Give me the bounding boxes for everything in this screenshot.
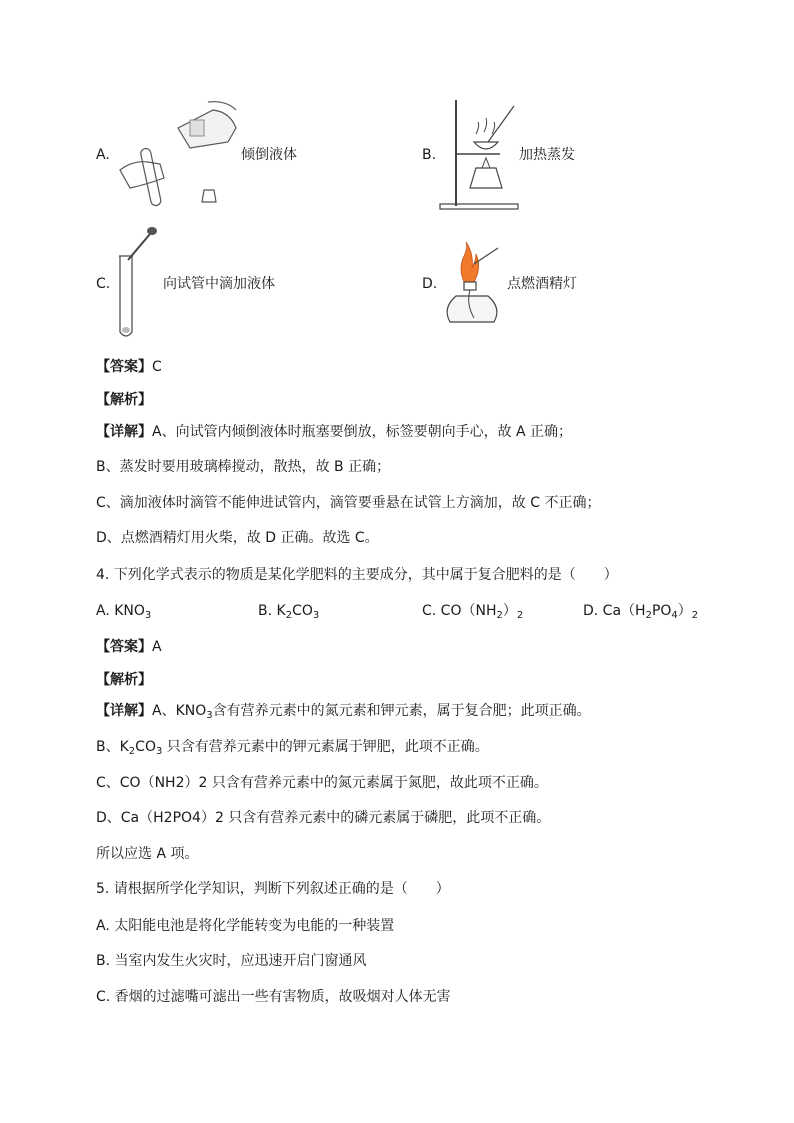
detail-text: A、向试管内倾倒液体时瓶塞要倒放，标签要朝向手心，故 A 正确； xyxy=(152,424,573,440)
option-b-label: 加热蒸发 xyxy=(519,147,575,163)
q4-answer xyxy=(96,638,162,656)
q3-detail-line-d: D、点燃酒精灯用火柴，故 D 正确。故选 C。 xyxy=(96,530,379,546)
q4-detail-line-b: B、$K_2CO_3$ 只含有营养元素中的钾元素属于钾肥，此项不正确。 xyxy=(96,739,489,757)
answer-tag: 【答案】 xyxy=(96,359,152,375)
q4-detail-line-a: 【详解】A、$KNO_3$含有营养元素中的氮元素和钾元素，属于复合肥；此项正确。 xyxy=(96,703,591,721)
detail-tag: 【详解】 xyxy=(96,703,152,719)
q4-stem: 4. 下列化学式表示的物质是某化学肥料的主要成分，其中属于复合肥料的是（ ） xyxy=(96,567,618,583)
option-c-letter: C. xyxy=(96,276,111,292)
q4-analysis-tag: 【解析】 xyxy=(96,672,152,688)
q4-option-a: A. $KNO_3$ xyxy=(96,603,152,621)
q4-option-d: D. $Ca(H_2PO_4)_2$ xyxy=(583,603,699,621)
option-c-label: 向试管中滴加液体 xyxy=(163,276,275,292)
evaporation-illustration xyxy=(438,96,520,212)
option-a-label: 倾倒液体 xyxy=(241,147,297,163)
answer-value: C xyxy=(152,359,162,375)
q5-stem: 5. 请根据所学化学知识，判断下列叙述正确的是（ ） xyxy=(96,881,450,897)
q3-analysis-tag: 【解析】 xyxy=(96,392,152,408)
test-tube-dropper-illustration xyxy=(112,224,162,342)
alcohol-lamp-illustration xyxy=(440,238,506,328)
option-d-letter: D. xyxy=(422,276,438,292)
q5-option-a: A. 太阳能电池是将化学能转变为电能的一种装置 xyxy=(96,918,395,934)
option-a-letter: A. xyxy=(96,147,110,163)
q4-option-b: B. $K_2CO_3$ xyxy=(258,603,320,621)
q4-detail-line-c: C、CO（NH2）2 只含有营养元素中的氮元素属于氮肥，故此项不正确。 xyxy=(96,775,548,791)
q3-answer xyxy=(96,358,162,376)
q4-detail-line-d: D、Ca（H2PO4）2 只含有营养元素中的磷元素属于磷肥，此项不正确。 xyxy=(96,810,551,826)
q3-detail-line-a xyxy=(96,423,572,441)
answer-tag: 【答案】 xyxy=(96,639,152,655)
answer-value: A xyxy=(152,639,162,655)
q5-option-c: C. 香烟的过滤嘴可滤出一些有害物质，故吸烟对人体无害 xyxy=(96,989,451,1005)
option-b-letter: B. xyxy=(422,147,437,163)
q5-option-b: B. 当室内发生火灾时，应迅速开启门窗通风 xyxy=(96,953,367,969)
q3-detail-line-c: C、滴加液体时滴管不能伸进试管内，滴管要垂悬在试管上方滴加，故 C 不正确； xyxy=(96,495,601,511)
detail-tag: 【详解】 xyxy=(96,424,152,440)
pour-liquid-illustration xyxy=(118,98,240,213)
q4-option-c: C. $CO(NH_2)_2$ xyxy=(422,603,524,621)
option-d-label: 点燃酒精灯 xyxy=(507,276,577,292)
q4-conclusion: 所以应选 A 项。 xyxy=(96,846,199,862)
q3-detail-line-b: B、蒸发时要用玻璃棒搅动，散热，故 B 正确； xyxy=(96,459,391,475)
